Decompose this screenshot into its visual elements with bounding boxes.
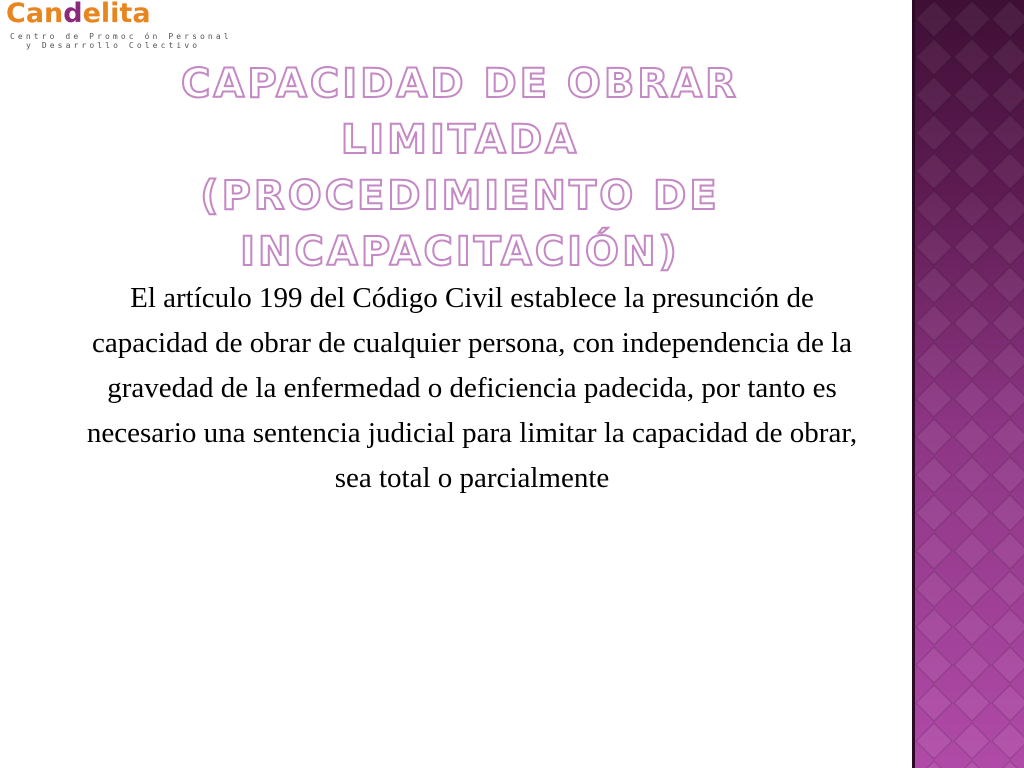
decorative-side-panel xyxy=(912,0,1024,768)
diamond-pattern xyxy=(915,0,1024,768)
logo-word-part3: elita xyxy=(82,0,151,29)
title-line-3: INCAPACITACIÓN) xyxy=(240,229,680,275)
logo-subtitle-line1: Centro de Promoc ón Personal xyxy=(10,32,232,41)
body-paragraph: El artículo 199 del Código Civil establece la presunción de capacidad de obrar de cualquier persona, con independencia de la gravedad de la enfermedad o deficiencia padecida, por tanto es necesario una sentencia judicial para limitar la capacidad de obrar, sea total o parcialmente xyxy=(86,282,858,494)
logo-wordmark xyxy=(6,0,151,30)
title-line-1: CAPACIDAD DE OBRAR LIMITADA xyxy=(181,61,739,163)
logo-subtitle-line2: y Desarrollo Colectivo xyxy=(26,41,201,50)
slide-title xyxy=(60,56,860,280)
logo-word-part1: Can xyxy=(6,0,64,29)
title-line-2: (PROCEDIMIENTO DE xyxy=(200,173,720,219)
candelita-logo xyxy=(4,0,232,50)
logo-word-accent: d xyxy=(63,0,83,29)
